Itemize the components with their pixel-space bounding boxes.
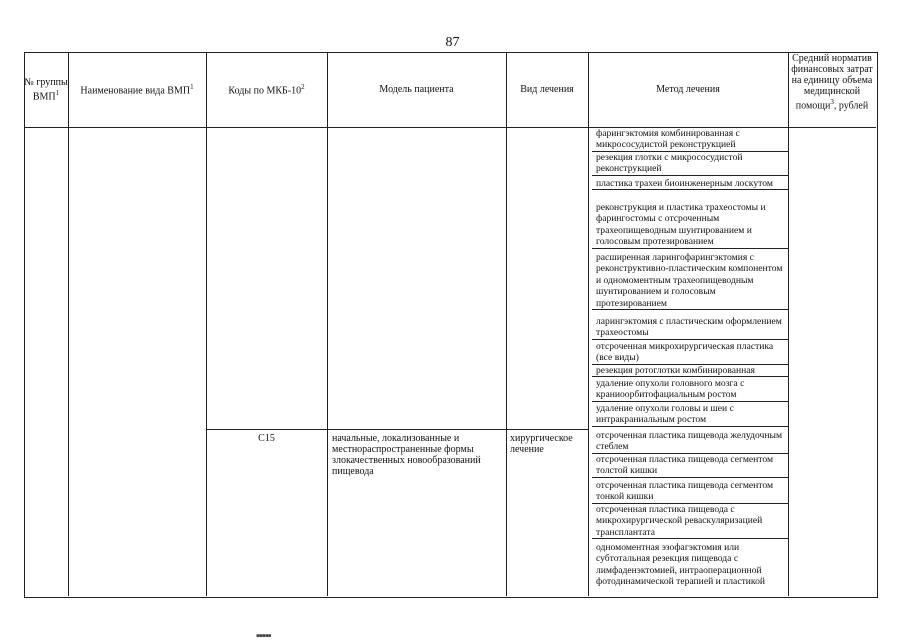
column-divider — [788, 52, 789, 596]
method-item: ларингэктомия с пластическим оформлением трахеостомы — [592, 316, 788, 340]
header-cost-tail: , рублей — [833, 100, 869, 112]
header-group-sup: 1 — [55, 88, 60, 97]
header-codes-text: Коды по МКБ-10 — [228, 85, 302, 97]
method-item: отсроченная пластика пищевода желудочным стеблем — [592, 430, 788, 454]
header-treatment-text: Вид лечения — [520, 84, 574, 95]
code-cell: C15 — [258, 433, 275, 444]
header-codes-cell — [206, 52, 327, 127]
method-item: реконструкция и пластика трахеостомы и фарингостомы с отсроченным трахеопищеводным шунтированием и голосовым протезированием — [592, 202, 788, 249]
row-divider — [206, 429, 588, 430]
method-item: резекция глотки с микрососудистой реконструкцией — [592, 152, 788, 176]
patient-model-cell: начальные, локализованные и местнораспространенные формы злокачественных новообразований пищевода — [332, 433, 481, 477]
method-item: удаление опухоли головного мозга с краниоорбитофациальным ростом — [592, 378, 788, 402]
header-model-text: Модель пациента — [379, 84, 454, 95]
column-divider — [327, 52, 328, 596]
header-name-cell — [68, 52, 206, 127]
method-item: фарингэктомия комбинированная с микрососудистой реконструкцией — [592, 128, 788, 152]
method-item: пластика трахеи биоинженерным лоскутом — [592, 178, 788, 190]
method-item: одномоментная эзофагэктомия или субтотальная резекция пищевода с лимфаденэктомией, интраоперационной фотодинамической терапией и пластикой — [596, 542, 766, 588]
method-item: отсроченная пластика пищевода сегментом толстой кишки — [592, 454, 788, 478]
header-cost-text: Средний норматив финансовых затрат на единицу объема медицинской помощи — [791, 53, 873, 112]
header-cost-sup: 3 — [830, 98, 834, 106]
header-cost-cell — [790, 52, 874, 128]
method-item: расширенная ларингофарингэктомия с реконструктивно-пластическим компонентом и одномоментным трахеопищеводным шунтированием и голосовым протезированием — [592, 252, 788, 310]
column-divider — [506, 52, 507, 596]
header-codes-sup: 2 — [301, 83, 305, 92]
header-name-text: Наименование вида ВМП — [80, 85, 191, 97]
method-item: отсроченная пластика пищевода с микрохирургической реваскуляризацией трансплантата — [592, 504, 788, 539]
method-item: отсроченная микрохирургическая пластика (все виды) — [592, 341, 788, 365]
column-divider — [206, 52, 207, 596]
header-model-cell — [327, 52, 506, 127]
header-method-cell — [588, 52, 788, 127]
vmp-table — [24, 52, 876, 596]
page-number: 87 — [445, 35, 460, 50]
method-item: резекция ротоглотки комбинированная — [592, 365, 788, 377]
header-group-text: № группы ВМП — [24, 76, 68, 103]
header-treatment-cell — [506, 52, 588, 127]
header-group-cell — [24, 52, 68, 127]
treatment-type-cell: хирургическое лечение — [510, 433, 573, 455]
column-divider — [68, 52, 69, 596]
method-item: удаление опухоли головы и шеи с интракраниальным ростом — [592, 403, 788, 427]
column-divider — [588, 52, 589, 596]
scan-artifact: ▪▪▪▪▪ — [256, 630, 271, 642]
header-name-sup: 1 — [190, 83, 194, 92]
header-method-text: Метод лечения — [656, 84, 720, 95]
method-item: отсроченная пластика пищевода сегментом тонкой кишки — [592, 480, 788, 504]
